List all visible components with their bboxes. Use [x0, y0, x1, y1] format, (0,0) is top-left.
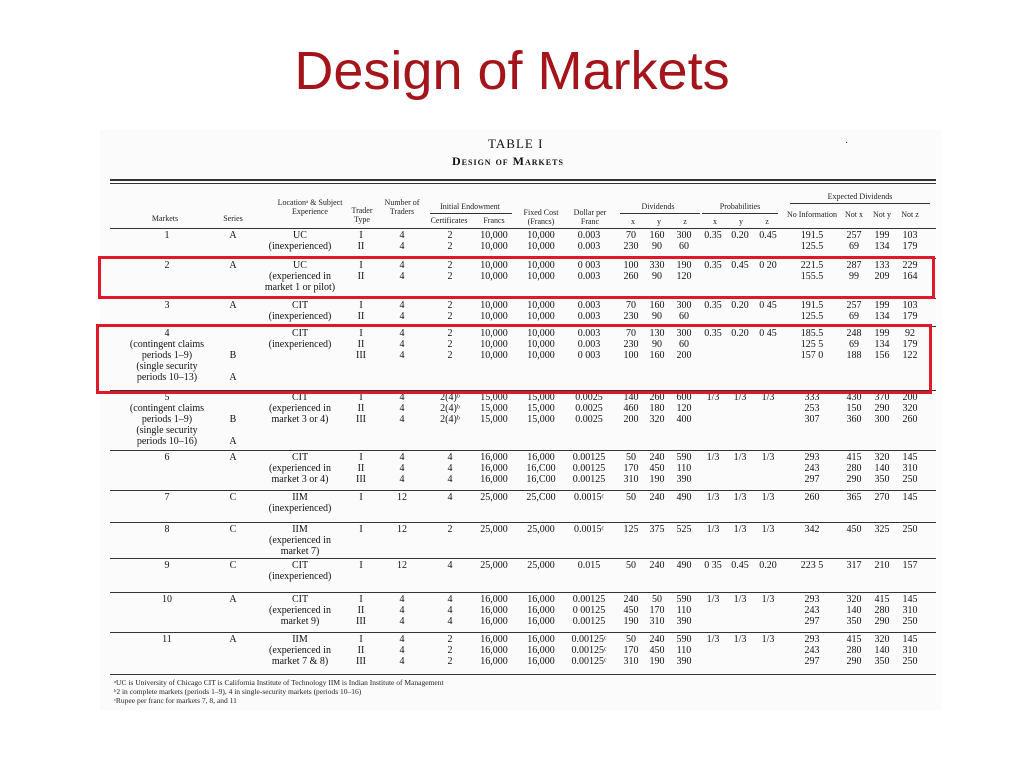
- header-fixed-cost: Fixed Cost (Francs): [523, 208, 559, 226]
- cell-div-z: 490: [676, 492, 692, 503]
- cell-div-y: 260 180 320: [649, 392, 665, 425]
- cell-p-z: 0 45: [759, 300, 777, 311]
- cell-div-x: 125: [623, 524, 639, 535]
- cell-location: CIT (inexperienced): [268, 300, 332, 322]
- cell-market: 8: [164, 524, 170, 535]
- header-expected-dividends: Expected Dividends: [827, 192, 893, 201]
- cell-div-z: 190 120: [676, 260, 692, 282]
- cell-market: 2: [164, 260, 170, 271]
- cell-div-z: 300 60 200: [676, 328, 692, 361]
- cell-fixed: 15,000 15,000 15,000: [527, 392, 555, 425]
- cell-number: 4 4 4: [399, 328, 405, 361]
- cell-div-z: 590 110 390: [676, 594, 692, 627]
- cell-div-y: 50 170 310: [649, 594, 665, 627]
- cell-p-y: 0.20: [731, 300, 749, 311]
- cell-fixed: 10,000 10,000: [527, 260, 555, 282]
- top-rule-inner: [110, 183, 936, 184]
- cell-fixed: 10,000 10,000 10,000: [527, 328, 555, 361]
- cell-market: 5 (contingent claims periods 1–9) (single security periods 10–16): [129, 392, 205, 447]
- cell-div-y: 160 90: [649, 300, 665, 322]
- cell-cert: 4 4 4: [447, 594, 453, 627]
- cell-location: IIM (inexperienced): [268, 492, 332, 514]
- cell-series: A: [229, 230, 237, 241]
- header-dividends: Dividends: [641, 202, 675, 211]
- scan-speck: ·: [845, 138, 849, 149]
- cell-location: CIT (experienced in market 9): [269, 594, 331, 627]
- cell-number: 4 4: [399, 230, 405, 252]
- cell-series: B A: [229, 414, 237, 447]
- header-probabilities: Probabilities: [719, 202, 761, 211]
- cell-series: A: [229, 634, 237, 645]
- footnote-c: ᶜRupee per franc for markets 7, 8, and 11: [114, 696, 237, 705]
- cell-p-x: 0.35: [704, 328, 722, 339]
- header-div-z: z: [683, 217, 687, 226]
- cell-fixed: 25,C00: [526, 492, 556, 503]
- cell-dollar: 0.0015ᶜ: [573, 524, 605, 535]
- cell-not-x: 430 150 360: [846, 392, 862, 425]
- footnote-b: ᵇ2 in complete markets (periods 1–9), 4 in single-security markets (periods 10–16): [114, 687, 362, 696]
- cell-p-x: 0.35: [704, 230, 722, 241]
- cell-number: 4 4: [399, 300, 405, 322]
- cell-p-z: 0.45: [759, 230, 777, 241]
- cell-p-x: 1/3: [706, 452, 720, 463]
- cell-francs: 10,000 10,000 10,000: [480, 328, 508, 361]
- cell-div-z: 590 110 390: [676, 452, 692, 485]
- endowment-rule: [430, 213, 512, 214]
- cell-not-x: 415 280 290: [846, 634, 862, 667]
- cell-cert: 4: [447, 492, 453, 503]
- cell-p-x: 1/3: [706, 594, 720, 605]
- cell-number: 4 4 4: [399, 634, 405, 667]
- cell-francs: 16,000 16,000 16,000: [480, 452, 508, 485]
- cell-p-z: 1/3: [761, 634, 775, 645]
- cell-p-x: 1/3: [706, 524, 720, 535]
- row-rule: [110, 522, 936, 523]
- header-p-z: z: [765, 217, 769, 226]
- cell-div-x: 100 260: [623, 260, 639, 282]
- cell-p-x: 0.35: [704, 260, 722, 271]
- cell-p-z: 1/3: [761, 594, 775, 605]
- cell-not-y: 370 290 300: [874, 392, 890, 425]
- cell-no-info: 333 253 307: [804, 392, 820, 425]
- cell-number: 12: [397, 560, 407, 571]
- cell-p-y: 0.45: [731, 260, 749, 271]
- cell-cert: 2 2 2: [447, 634, 453, 667]
- cell-not-y: 325: [874, 524, 890, 535]
- cell-market: 11: [162, 634, 172, 645]
- cell-not-y: 133 209: [874, 260, 890, 282]
- cell-div-y: 240: [649, 560, 665, 571]
- cell-market: 9: [164, 560, 170, 571]
- cell-not-x: 320 140 350: [846, 594, 862, 627]
- cell-p-z: 0 45: [759, 328, 777, 339]
- cell-trader: I II III: [356, 452, 366, 485]
- cell-number: 12: [397, 492, 407, 503]
- cell-not-x: 317: [846, 560, 862, 571]
- cell-div-x: 240 450 190: [623, 594, 639, 627]
- cell-not-z: 229 164: [902, 260, 918, 282]
- cell-market: 7: [164, 492, 170, 503]
- cell-number: 4 4: [399, 260, 405, 282]
- cell-p-z: 0 20: [759, 260, 777, 271]
- cell-trader: I: [359, 524, 363, 535]
- cell-market: 6: [164, 452, 170, 463]
- cell-number: 4 4 4: [399, 452, 405, 485]
- cell-cert: 2 2: [447, 230, 453, 252]
- cell-not-z: 250: [902, 524, 918, 535]
- cell-no-info: 260: [804, 492, 820, 503]
- cell-cert: 4 4 4: [447, 452, 453, 485]
- cell-cert: 2 2 2: [447, 328, 453, 361]
- header-p-x: x: [713, 217, 717, 226]
- cell-p-z: 1/3: [761, 392, 775, 403]
- cell-francs: 25,000: [480, 560, 508, 571]
- header-div-y: y: [657, 217, 661, 226]
- cell-cert: 2(4)ᵇ 2(4)ᵇ 2(4)ᵇ: [440, 392, 460, 425]
- cell-p-x: 0.35: [704, 300, 722, 311]
- cell-dollar: 0.003 0.003: [577, 230, 601, 252]
- header-series: Series: [223, 214, 243, 223]
- header-francs: Francs: [483, 216, 505, 225]
- cell-not-y: 320 140 350: [874, 452, 890, 485]
- cell-location: UC (experienced in market 1 or pilot): [264, 260, 336, 293]
- cell-p-x: 1/3: [706, 392, 720, 403]
- cell-div-z: 300 60: [676, 230, 692, 252]
- cell-location: CIT (inexperienced): [268, 328, 332, 350]
- cell-not-z: 145 310 250: [902, 594, 918, 627]
- cell-div-z: 300 60: [676, 300, 692, 322]
- table-caption: TABLE I: [488, 136, 544, 151]
- cell-p-x: 1/3: [706, 492, 720, 503]
- cell-dollar: 0 003 0.003: [577, 260, 601, 282]
- highlight-box-market-2: [98, 256, 935, 299]
- cell-trader: I II III: [356, 634, 366, 667]
- cell-not-x: 365: [846, 492, 862, 503]
- header-trader-type: Trader Type: [351, 206, 373, 224]
- cell-div-x: 70 230: [623, 230, 639, 252]
- cell-div-x: 50 170 310: [623, 634, 639, 667]
- cell-series: C: [229, 492, 237, 503]
- cell-not-z: 145: [902, 492, 918, 503]
- cell-dollar: 0.0015ᶜ: [573, 492, 605, 503]
- cell-p-x: 1/3: [706, 634, 720, 645]
- cell-series: A: [229, 300, 237, 311]
- cell-p-z: 0.20: [759, 560, 777, 571]
- cell-fixed: 25,000: [527, 560, 555, 571]
- cell-trader: I II III: [356, 392, 366, 425]
- cell-div-x: 140 460 200: [623, 392, 639, 425]
- cell-not-x: 287 99: [846, 260, 862, 282]
- cell-location: CIT (experienced in market 3 or 4): [269, 392, 331, 425]
- cell-not-y: 210: [874, 560, 890, 571]
- cell-no-info: 223 5: [800, 560, 824, 571]
- cell-p-y: 1/3: [733, 524, 747, 535]
- cell-dollar: 0.003 0.003: [577, 300, 601, 322]
- cell-p-x: 0 35: [704, 560, 722, 571]
- cell-p-y: 1/3: [733, 392, 747, 403]
- cell-dollar: 0.003 0.003 0 003: [577, 328, 601, 361]
- cell-not-z: 103 179: [902, 300, 918, 322]
- cell-cert: 2: [447, 524, 453, 535]
- cell-not-z: 92 179 122: [902, 328, 918, 361]
- header-markets: Markets: [151, 214, 179, 223]
- cell-not-y: 320 140 350: [874, 634, 890, 667]
- cell-number: 12: [397, 524, 407, 535]
- row-rule: [110, 450, 936, 451]
- header-certificates: Certificates: [430, 216, 468, 225]
- cell-francs: 25,000: [480, 492, 508, 503]
- cell-francs: 16,000 16,000 16,000: [480, 634, 508, 667]
- cell-no-info: 293 243 297: [804, 594, 820, 627]
- cell-not-x: 257 69: [846, 230, 862, 252]
- cell-dollar: 0.00125 0.00125 0.00125: [572, 452, 606, 485]
- cell-div-y: 160 90: [649, 230, 665, 252]
- cell-trader: I II III: [356, 328, 366, 361]
- cell-not-x: 450: [846, 524, 862, 535]
- cell-no-info: 342: [804, 524, 820, 535]
- cell-div-y: 240 450 190: [649, 634, 665, 667]
- cell-series: A: [229, 452, 237, 463]
- footnote-a: ᵃUC is University of Chicago CIT is California Institute of Technology IIM is Indian Institute of Management: [114, 678, 444, 687]
- probabilities-rule: [702, 213, 778, 214]
- cell-dollar: 0.015: [577, 560, 601, 571]
- header-no-information: No Information: [787, 210, 837, 219]
- cell-not-x: 415 280 290: [846, 452, 862, 485]
- cell-not-z: 145 310 250: [902, 452, 918, 485]
- cell-fixed: 16,000 16,000 16,000: [527, 594, 555, 627]
- cell-p-z: 1/3: [761, 452, 775, 463]
- header-bottom-rule: [110, 228, 936, 229]
- cell-div-z: 525: [676, 524, 692, 535]
- cell-cert: 2 2: [447, 260, 453, 282]
- header-not-z: Not z: [901, 210, 919, 219]
- cell-div-x: 50: [626, 560, 636, 571]
- cell-francs: 16,000 16,000 16,000: [480, 594, 508, 627]
- cell-p-y: 1/3: [733, 492, 747, 503]
- cell-francs: 10,000 10,000: [480, 230, 508, 252]
- expected-rule: [790, 203, 930, 204]
- cell-francs: 10,000 10,000: [480, 300, 508, 322]
- header-p-y: y: [739, 217, 743, 226]
- cell-no-info: 185.5 125 5 157 0: [800, 328, 824, 361]
- cell-not-z: 200 320 260: [902, 392, 918, 425]
- cell-not-y: 199 134: [874, 230, 890, 252]
- cell-series: B A: [229, 350, 237, 383]
- row-rule: [110, 490, 936, 491]
- cell-location: UC (inexperienced): [268, 230, 332, 252]
- header-initial-endowment: Initial Endowment: [440, 202, 500, 211]
- cell-p-y: 1/3: [733, 452, 747, 463]
- cell-series: A: [229, 260, 237, 271]
- cell-number: 4 4 4: [399, 594, 405, 627]
- cell-series: C: [229, 524, 237, 535]
- cell-trader: I II III: [356, 594, 366, 627]
- cell-no-info: 191.5 125.5: [800, 300, 824, 322]
- cell-div-z: 490: [676, 560, 692, 571]
- cell-not-x: 248 69 188: [846, 328, 862, 361]
- cell-fixed: 25,000: [527, 524, 555, 535]
- cell-not-y: 199 134: [874, 300, 890, 322]
- header-location: Locationᵃ & Subject Experience: [277, 198, 343, 216]
- row-rule: [110, 674, 936, 675]
- cell-trader: I: [359, 492, 363, 503]
- cell-series: A: [229, 594, 237, 605]
- cell-not-z: 145 310 250: [902, 634, 918, 667]
- cell-fixed: 16,000 16,000 16,000: [527, 634, 555, 667]
- cell-div-x: 50: [626, 492, 636, 503]
- header-not-x: Not x: [845, 210, 863, 219]
- cell-div-x: 50 170 310: [623, 452, 639, 485]
- cell-market: 3: [164, 300, 170, 311]
- header-dollar-per-franc: Dollar per Franc: [573, 208, 607, 226]
- cell-div-y: 330 90: [649, 260, 665, 282]
- cell-cert: 4: [447, 560, 453, 571]
- cell-location: IIM (experienced in market 7): [269, 524, 331, 557]
- cell-number: 4 4 4: [399, 392, 405, 425]
- row-rule: [110, 592, 936, 593]
- top-rule: [110, 179, 936, 181]
- row-rule: [110, 558, 936, 559]
- cell-market: 4 (contingent claims periods 1–9) (single security periods 10–13): [129, 328, 205, 383]
- scanned-table: [100, 130, 942, 710]
- cell-market: 1: [164, 230, 170, 241]
- cell-trader: I II: [357, 260, 365, 282]
- cell-p-y: 0.20: [731, 328, 749, 339]
- cell-div-y: 240: [649, 492, 665, 503]
- cell-p-z: 1/3: [761, 524, 775, 535]
- cell-fixed: 10,000 10,000: [527, 300, 555, 322]
- cell-p-y: 0.45: [731, 560, 749, 571]
- dividends-rule: [620, 213, 700, 214]
- cell-p-y: 0.20: [731, 230, 749, 241]
- highlight-box-market-4: [96, 324, 932, 394]
- cell-div-y: 130 90 160: [649, 328, 665, 361]
- cell-p-y: 1/3: [733, 634, 747, 645]
- table-subtitle: Design of Markets: [452, 154, 564, 168]
- cell-p-y: 1/3: [733, 594, 747, 605]
- cell-trader: I II: [357, 300, 365, 322]
- cell-location: IIM (experienced in market 7 & 8): [269, 634, 331, 667]
- cell-no-info: 293 243 297: [804, 634, 820, 667]
- cell-francs: 10,000 10,000: [480, 260, 508, 282]
- cell-div-y: 375: [649, 524, 665, 535]
- header-number-traders: Number of Traders: [384, 198, 420, 216]
- cell-not-y: 270: [874, 492, 890, 503]
- slide-title: Design of Markets: [294, 41, 730, 101]
- cell-fixed: 10,000 10,000: [527, 230, 555, 252]
- cell-no-info: 221.5 155.5: [800, 260, 824, 282]
- cell-no-info: 293 243 297: [804, 452, 820, 485]
- cell-not-y: 199 134 156: [874, 328, 890, 361]
- cell-not-z: 103 179: [902, 230, 918, 252]
- cell-trader: I II: [357, 230, 365, 252]
- cell-fixed: 16,000 16,C00 16,C00: [526, 452, 556, 485]
- cell-market: 10: [162, 594, 172, 605]
- cell-dollar: 0.00125ᶜ 0.00125ᶜ 0.00125ᶜ: [571, 634, 607, 667]
- cell-dollar: 0.00125 0 00125 0.00125: [572, 594, 606, 627]
- cell-not-y: 415 280 290: [874, 594, 890, 627]
- cell-cert: 2 2: [447, 300, 453, 322]
- cell-div-z: 600 120 400: [676, 392, 692, 425]
- cell-div-x: 70 230: [623, 300, 639, 322]
- cell-dollar: 0.0025 0.0025 0.0025: [575, 392, 603, 425]
- cell-div-y: 240 450 190: [649, 452, 665, 485]
- cell-location: CIT (inexperienced): [268, 560, 332, 582]
- header-div-x: x: [631, 217, 635, 226]
- cell-div-x: 70 230 100: [623, 328, 639, 361]
- cell-div-z: 590 110 390: [676, 634, 692, 667]
- cell-no-info: 191.5 125.5: [800, 230, 824, 252]
- cell-not-x: 257 69: [846, 300, 862, 322]
- cell-francs: 15,000 15,000 15,000: [480, 392, 508, 425]
- cell-location: CIT (experienced in market 3 or 4): [269, 452, 331, 485]
- header-not-y: Not y: [873, 210, 891, 219]
- cell-francs: 25,000: [480, 524, 508, 535]
- cell-not-z: 157: [902, 560, 918, 571]
- footnotes: [114, 678, 444, 705]
- cell-p-z: 1/3: [761, 492, 775, 503]
- cell-series: C: [229, 560, 237, 571]
- cell-trader: I: [359, 560, 363, 571]
- row-rule: [110, 632, 936, 633]
